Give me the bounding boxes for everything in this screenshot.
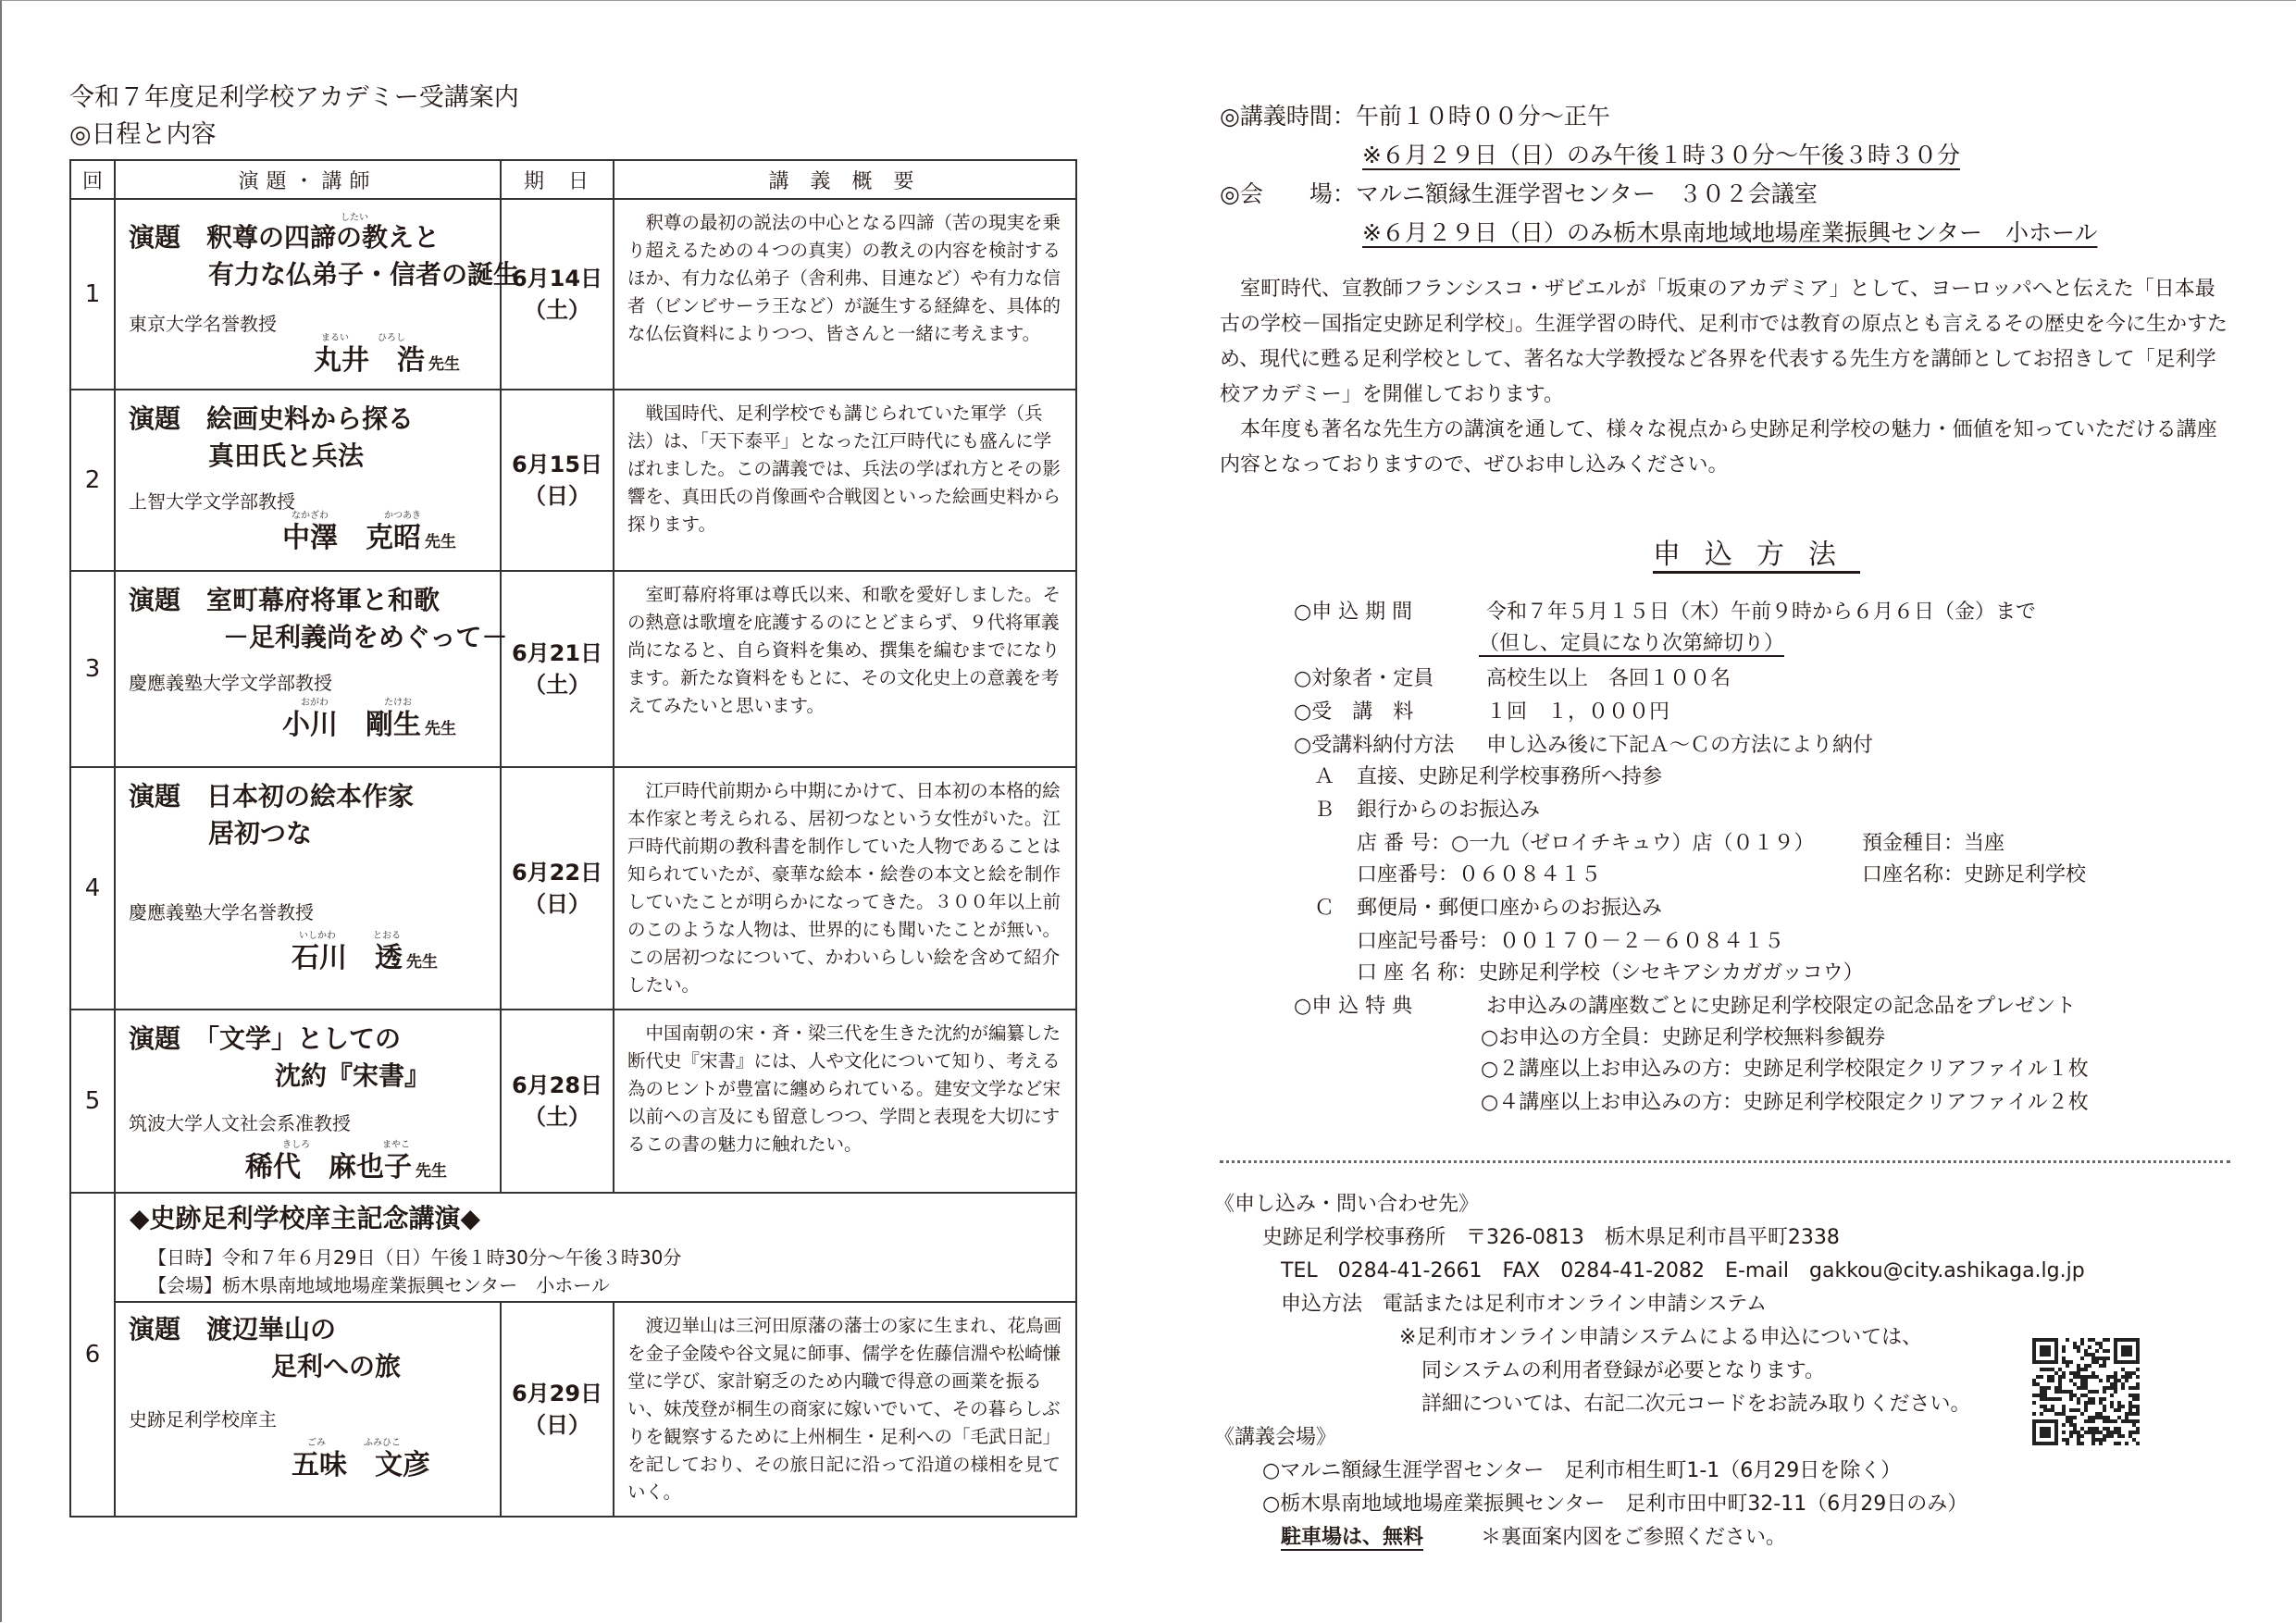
lecture-title: 演題 渡辺崋山の <box>129 1314 337 1344</box>
header-no: 回 <box>70 160 115 199</box>
date: 6月21日 <box>511 640 603 666</box>
payment-value: 申し込み後に下記Ａ～Ｃの方法により納付 <box>1486 734 1874 757</box>
honorific: 先生 <box>428 355 460 374</box>
table-row <box>70 1193 1076 1302</box>
commemorative-lecture-banner <box>115 1193 1076 1302</box>
header-topic: 演題・講師 <box>115 160 501 199</box>
intro-paragraph: 室町時代、宣教師フランシスコ・ザビエルが「坂東のアカデミア」として、ヨーロッパへと伝えた「日本最古の学校－国指定史跡足利学校」。生涯学習の時代、足利市では教育の原点とも言えるその歴史を今に生かすため、現代に甦る足利学校として、著名な大学教授など各界を代表する先生方を講師としてお招きして「足利学校アカデミー」を開催しております。 <box>1220 278 2228 406</box>
bonus-value: お申込みの講座数ごとに史跡足利学校限定の記念品をプレゼント <box>1486 995 2077 1018</box>
date: 6月29日 <box>511 1381 603 1406</box>
lecturer-name-text: 石川 透 <box>292 942 403 974</box>
summary-cell: 中国南朝の宋・斉・梁三代を生きた沈約が編纂した断代史『宋書』には、人や文化について知り、考える為のヒントが豊富に纏められている。建安文学など宋以前への言及にも留意しつつ、学問と表現を大切にするこの書の魅力に触れたい。 <box>614 1010 1076 1193</box>
venues-heading: 《講義会場》 <box>1214 1426 1337 1449</box>
lecturer-name-text: 小川 剛生 <box>282 709 421 741</box>
lecture-title: 演題 日本初の絵本作家 <box>129 781 415 812</box>
bonus-item: ○２講座以上お申込みの方：史跡足利学校限定クリアファイル１枚 <box>1481 1058 2089 1081</box>
online-note: 同システムの利用者登録が必要となります。 <box>1421 1359 1826 1382</box>
date-cell <box>501 390 614 571</box>
table-row <box>70 1010 1076 1193</box>
ruby-text: かつあき <box>384 511 421 521</box>
lecture-time-note: ※６月２９日（日）のみ午後１時３０分～午後３時３０分 <box>1362 142 1960 168</box>
honorific: 先生 <box>425 533 456 551</box>
lecturer-affiliation: 上智大学文学部教授 <box>129 490 295 513</box>
ruby-text: なかざわ <box>292 511 329 521</box>
bank-branch: 店 番 号：○一九（ゼロイチキュウ）店（０１９） <box>1357 832 1815 855</box>
period-value: 令和７年５月１５日（木）午前９時から６月６日（金）まで <box>1486 601 2037 624</box>
lecturer-affiliation: 史跡足利学校庠主 <box>129 1408 277 1431</box>
lecturer-name <box>245 1144 447 1184</box>
lecturer-name <box>314 337 460 378</box>
divider <box>1220 1160 2230 1163</box>
commemorative-lecture-title: ◆史跡足利学校庠主記念講演◆ <box>130 1203 481 1233</box>
intro-paragraph: 本年度も著名な先生方の講演を通して、様々な視点から史跡足利学校の魅力・価値を知っていただける講座内容となっておりますので、ぜひお申し込みください。 <box>1220 418 2217 477</box>
table-header-row <box>70 160 1076 199</box>
bank-account-name: 口座名称：史跡足利学校 <box>1862 863 2087 886</box>
contact-apply-method: 申込方法 電話または足利市オンライン申請システム <box>1281 1293 1768 1316</box>
commemorative-lecture-venue: 【会場】栃木県南地域地場産業振興センター 小ホール <box>148 1274 610 1296</box>
ruby-text: したい <box>341 213 368 223</box>
header-date: 期 日 <box>501 160 614 199</box>
payment-label: ○受講料納付方法 <box>1294 734 1455 757</box>
row-number: 6 <box>70 1193 115 1517</box>
target-label: ○対象者・定員 <box>1294 667 1434 690</box>
lecture-title-line2: 沈約『宋書』 <box>275 1060 431 1091</box>
table-row <box>70 199 1076 390</box>
contact-office: 史跡足利学校事務所 〒326-0813 栃木県足利市昌平町2338 <box>1262 1226 1840 1249</box>
topic-cell <box>115 390 501 571</box>
date-cell <box>501 767 614 1010</box>
lecturer-affiliation: 慶應義塾大学文学部教授 <box>129 672 332 694</box>
lecture-time <box>1220 98 1610 131</box>
left-column <box>69 80 1078 1518</box>
date-cell <box>501 199 614 390</box>
lecture-title: 演題 「文学」としての <box>129 1023 402 1054</box>
row-number: 4 <box>70 767 115 1010</box>
header-summary: 講 義 概 要 <box>614 160 1076 199</box>
table-row <box>70 390 1076 571</box>
schedule-heading: ◎日程と内容 <box>69 120 217 149</box>
postal-account-name: 口 座 名 称：史跡足利学校（シセキアシカガガッコウ） <box>1357 961 1864 985</box>
date-cell <box>501 1302 614 1517</box>
ruby-text: ごみ <box>307 1438 326 1448</box>
ruby-text: ひろし <box>378 333 405 343</box>
lecture-title-line2: 居初つな <box>208 818 313 849</box>
topic-cell <box>115 1010 501 1193</box>
venue <box>1220 176 1818 209</box>
introduction <box>1220 272 2234 483</box>
lecture-time-label: ◎講義時間： <box>1220 103 1356 130</box>
ruby-text: まるい <box>321 333 349 343</box>
bonus-label: ○申 込 特 典 <box>1294 995 1413 1018</box>
bank-account-type: 預金種目：当座 <box>1862 832 2005 855</box>
date-cell <box>501 1010 614 1193</box>
row-number: 2 <box>70 390 115 571</box>
weekday: （日） <box>524 891 590 917</box>
summary-cell: 釈尊の最初の説法の中心となる四諦（苦の現実を乗り超えるための４つの真実）の教えの内容を検討するほか、有力な仏弟子（舎利弗、目連など）や有力な信者（ビンビサーラ王など）が誕生する経緯を、具体的な仏伝資料によりつつ、皆さんと一緒に考えます。 <box>614 199 1076 390</box>
lecture-title: 演題 釈尊の四諦の教えと <box>129 222 441 253</box>
summary-cell: 室町幕府将軍は尊氏以来、和歌を愛好しました。その熱意は歌壇を庇護するのにとどまらず、９代将軍義尚になると、自ら資料を集め、撰集を編むまでになります。新たな資料をもとに、その文化史上の意義を考えてみたいと思います。 <box>614 571 1076 767</box>
date: 6月28日 <box>511 1072 603 1098</box>
ruby-text: ふみひこ <box>364 1438 401 1448</box>
honorific: 先生 <box>416 1162 447 1181</box>
option-a-value: 直接、史跡足利学校事務所へ持参 <box>1357 765 1663 788</box>
venue-note: ※６月２９日（日）のみ栃木県南地域地場産業振興センター 小ホール <box>1362 219 2098 246</box>
lecturer-name <box>282 514 456 555</box>
option-b-value: 銀行からのお振込み <box>1357 799 1541 822</box>
lecturer-name <box>292 1442 430 1482</box>
lecture-title-line2: 真田氏と兵法 <box>208 440 365 471</box>
period-label: ○申 込 期 間 <box>1294 601 1413 624</box>
target-value: 高校生以上 各回１００名 <box>1486 667 1731 690</box>
qr-code-icon[interactable] <box>2032 1338 2140 1445</box>
weekday: （土） <box>524 1104 590 1130</box>
row-number: 3 <box>70 571 115 767</box>
postal-account-number: 口座記号番号：００１７０－２－６０８４１５ <box>1357 930 1785 953</box>
bonus-item: ○お申込の方全員：史跡足利学校無料参観券 <box>1481 1026 1886 1049</box>
contact-phone: TEL 0284-41-2661 FAX 0284-41-2082 E-mail gakkou@city.ashikaga.lg.jp <box>1281 1259 2085 1282</box>
lecturer-name-text: 中澤 克昭 <box>282 522 421 554</box>
lecture-title-line2: －足利義尚をめぐって－ <box>223 622 508 652</box>
application-method-title: 申込方法 <box>1653 539 1860 571</box>
lecturer-name <box>282 701 456 742</box>
option-b-label: Ｂ <box>1314 799 1335 822</box>
lecturer-affiliation: 筑波大学人文社会系准教授 <box>129 1112 351 1134</box>
row-number: 5 <box>70 1010 115 1193</box>
table-row <box>70 767 1076 1010</box>
option-a-label: Ａ <box>1314 765 1335 788</box>
venue-item: ○栃木県南地域地場産業振興センター 足利市田中町32-11（6月29日のみ） <box>1262 1493 1968 1516</box>
venue-label: ◎会 場： <box>1220 180 1356 207</box>
summary-cell: 戦国時代、足利学校でも講じられていた軍学（兵法）は、「天下泰平」となった江戸時代にも盛んに学ばれました。この講義では、兵法の学ばれ方とその影響を、真田氏の肖像画や合戦図といった絵画史料から探ります。 <box>614 390 1076 571</box>
commemorative-lecture-time: 【日時】令和７年６月29日（日）午後１時30分～午後３時30分 <box>148 1246 682 1269</box>
table-row <box>70 571 1076 767</box>
bank-account-number: 口座番号：０６０８４１５ <box>1357 863 1602 886</box>
fee-value: １回 １，０００円 <box>1486 700 1670 724</box>
date: 6月15日 <box>511 452 603 477</box>
topic-cell <box>115 767 501 1010</box>
summary-cell: 渡辺崋山は三河田原藩の藩士の家に生まれ、花鳥画を金子金陵や谷文晁に師事、儒学を佐藤信淵や松崎慊堂に学び、家計窮乏のため内職で得意の画業を振るい、妹茂登が桐生の商家に嫁いでいて、その暮らしぶりを観察するために上州桐生・足利への「毛武日記」を記しており、その旅日記に沿って沿道の様相を見ていく。 <box>614 1302 1076 1517</box>
document-title: 令和７年度足利学校アカデミー受講案内 <box>69 83 519 112</box>
qr-code-graphic <box>2032 1338 2140 1445</box>
bonus-item: ○４講座以上お申込みの方：史跡足利学校限定クリアファイル２枚 <box>1481 1091 2089 1114</box>
date: 6月14日 <box>511 266 603 291</box>
lecture-title: 演題 絵画史料から探る <box>129 403 415 434</box>
weekday: （日） <box>524 1412 590 1438</box>
row-number: 1 <box>70 199 115 390</box>
topic-cell <box>115 1302 501 1517</box>
online-note: ※足利市オンライン申請システムによる申込については、 <box>1399 1326 1923 1349</box>
option-c-label: Ｃ <box>1314 897 1335 920</box>
lecturer-affiliation: 東京大学名誉教授 <box>129 313 277 335</box>
lecturer-name <box>292 935 438 975</box>
ruby-text: きしろ <box>282 1140 310 1150</box>
period-note: （但し、定員になり次第締切り） <box>1479 632 1785 655</box>
lecturer-name-text: 五味 文彦 <box>292 1449 430 1481</box>
lecturer-name-text: 稀代 麻也子 <box>245 1151 412 1183</box>
lecture-title-line2: 有力な仏弟子・信者の誕生 <box>208 259 520 290</box>
parking-note: ＊裏面案内図をご参照ください。 <box>1481 1526 1787 1549</box>
lecture-title: 演題 室町幕府将軍と和歌 <box>129 585 441 615</box>
summary-cell: 江戸時代前期から中期にかけて、日本初の本格的絵本作家と考えられる、居初つなという女性がいた。江戸時代前期の教科書を制作していた人物であることは知られていたが、豪華な絵本・絵巻の本文と絵を制作していたことが明らかになってきた。３００年以上前のこのような人物は、世界的にも聞いたことが無い。この居初つなについて、かわいらしい絵を含めて紹介したい。 <box>614 767 1076 1010</box>
date-cell <box>501 571 614 767</box>
ruby-text: おがわ <box>301 698 329 708</box>
fee-label: ○受 講 料 <box>1294 700 1414 724</box>
parking-info: 駐車場は、無料 <box>1281 1526 1424 1549</box>
venue-item: ○マルニ額縁生涯学習センター 足利市相生町1-1（6月29日を除く） <box>1262 1459 1902 1482</box>
lecture-title-line2: 足利への旅 <box>271 1351 402 1381</box>
ruby-text: たけお <box>384 698 412 708</box>
contact-heading: 《申し込み・問い合わせ先》 <box>1214 1193 1480 1216</box>
table-row <box>70 1302 1076 1517</box>
topic-cell <box>115 199 520 390</box>
lecture-time-value: 午前１０時００分～正午 <box>1355 103 1610 130</box>
online-note: 詳細については、右記二次元コードをお読み取りください。 <box>1421 1393 1971 1416</box>
ruby-text: まやこ <box>382 1140 410 1150</box>
honorific: 先生 <box>425 720 456 738</box>
venue-value: マルニ額縁生涯学習センター ３０２会議室 <box>1355 180 1818 207</box>
schedule-table <box>69 159 1077 1518</box>
weekday: （日） <box>524 483 590 509</box>
topic-cell <box>115 571 508 767</box>
date: 6月22日 <box>511 860 603 886</box>
lecturer-name-text: 丸井 浩 <box>314 344 425 377</box>
honorific: 先生 <box>406 953 438 972</box>
ruby-text: いしかわ <box>299 931 336 941</box>
option-c-value: 郵便局・郵便口座からのお振込み <box>1357 897 1663 920</box>
lecturer-affiliation: 慶應義塾大学名誉教授 <box>129 901 314 923</box>
ruby-text: とおる <box>373 931 401 941</box>
weekday: （土） <box>524 297 590 323</box>
weekday: （土） <box>524 672 590 698</box>
